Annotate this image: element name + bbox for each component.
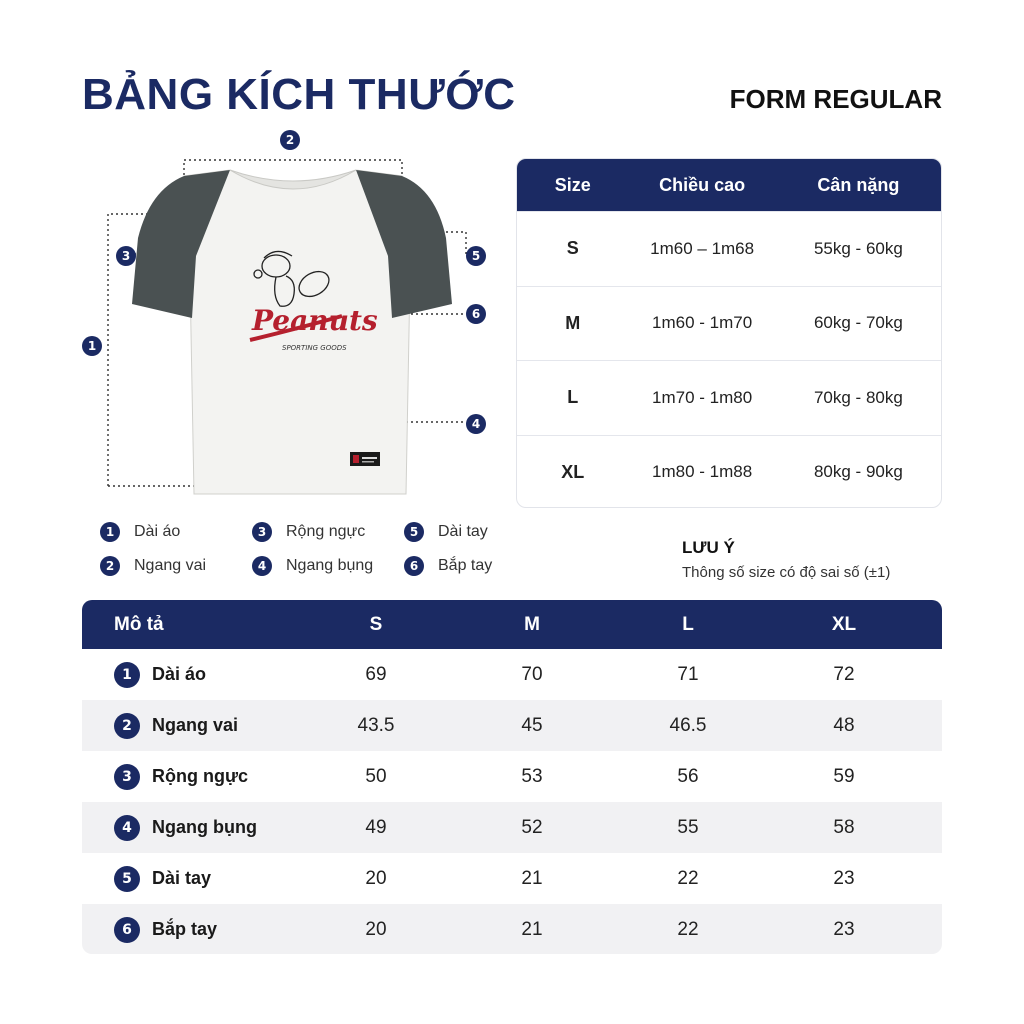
value-cell: 72 bbox=[833, 663, 855, 685]
height-cell: 1m60 – 1m68 bbox=[650, 238, 755, 258]
value-cell: 69 bbox=[365, 663, 387, 685]
number-1-icon: 1 bbox=[100, 522, 120, 542]
value-cell: 22 bbox=[677, 918, 699, 940]
value-cell: 23 bbox=[833, 918, 855, 940]
form-label: FORM REGULAR bbox=[729, 84, 942, 114]
tshirt-diagram bbox=[80, 128, 500, 508]
legend-label: Bắp tay bbox=[438, 557, 493, 574]
marker-6-icon: 6 bbox=[466, 304, 486, 324]
legend-item bbox=[100, 556, 206, 576]
row-label: Ngang bụng bbox=[152, 817, 257, 837]
weight-cell: 60kg - 70kg bbox=[813, 313, 903, 333]
legend-label: Ngang vai bbox=[134, 557, 207, 574]
size-cell: S bbox=[566, 238, 579, 259]
value-cell: 22 bbox=[677, 867, 699, 889]
legend-item bbox=[252, 556, 373, 576]
number-3-icon: 3 bbox=[252, 522, 272, 542]
note-text: Thông số size có độ sai số (±1) bbox=[682, 564, 891, 581]
peanuts-logo-text: Peanuts bbox=[252, 304, 378, 337]
note-box bbox=[682, 538, 890, 581]
table-row bbox=[82, 802, 942, 853]
value-cell: 59 bbox=[833, 765, 855, 787]
legend-label: Ngang bụng bbox=[286, 557, 374, 574]
size-cell: M bbox=[565, 312, 581, 333]
row-label: Ngang vai bbox=[152, 715, 239, 735]
value-cell: 56 bbox=[677, 765, 699, 787]
marker-4-icon: 4 bbox=[466, 414, 486, 434]
row-label: Dài tay bbox=[152, 868, 212, 888]
value-cell: 20 bbox=[365, 867, 387, 889]
value-cell: 52 bbox=[521, 816, 543, 838]
marker-5-icon: 5 bbox=[466, 246, 486, 266]
legend-label: Dài tay bbox=[438, 523, 488, 540]
weight-cell: 80kg - 90kg bbox=[813, 462, 903, 482]
weight-cell: 70kg - 80kg bbox=[813, 387, 903, 407]
header-height: Chiều cao bbox=[659, 174, 746, 195]
number-5-icon: 5 bbox=[404, 522, 424, 542]
measurement-table bbox=[82, 600, 942, 954]
value-cell: 21 bbox=[521, 918, 543, 940]
value-cell: 71 bbox=[677, 663, 699, 685]
header-size-l: L bbox=[682, 613, 694, 635]
value-cell: 55 bbox=[677, 816, 699, 838]
weight-cell: 55kg - 60kg bbox=[813, 238, 903, 258]
table-row bbox=[82, 853, 942, 904]
marker-1-icon: 1 bbox=[82, 336, 102, 356]
header-size-m: M bbox=[524, 613, 540, 635]
number-6-icon: 6 bbox=[114, 917, 140, 943]
size-table-header bbox=[517, 159, 941, 211]
height-cell: 1m70 - 1m80 bbox=[652, 387, 753, 407]
number-4-icon: 4 bbox=[114, 815, 140, 841]
number-1-icon: 1 bbox=[114, 662, 140, 688]
value-cell: 70 bbox=[521, 663, 543, 685]
number-6-icon: 6 bbox=[404, 556, 424, 576]
row-label: Dài áo bbox=[152, 664, 207, 684]
row-label: Rộng ngực bbox=[152, 766, 249, 786]
value-cell: 46.5 bbox=[669, 714, 707, 736]
size-cell: L bbox=[567, 387, 579, 408]
height-cell: 1m80 - 1m88 bbox=[652, 462, 753, 482]
measurement-table-header bbox=[82, 600, 942, 649]
number-2-icon: 2 bbox=[114, 713, 140, 739]
marker-2-icon: 2 bbox=[280, 130, 300, 150]
size-cell: XL bbox=[561, 461, 585, 482]
page-title: BẢNG KÍCH THƯỚC bbox=[82, 70, 516, 119]
number-4-icon: 4 bbox=[252, 556, 272, 576]
measurement-legend bbox=[100, 522, 520, 582]
legend-label: Rộng ngực bbox=[286, 523, 366, 540]
value-cell: 49 bbox=[365, 816, 387, 838]
size-row bbox=[517, 211, 941, 286]
value-cell: 23 bbox=[833, 867, 855, 889]
value-cell: 48 bbox=[833, 714, 855, 736]
legend-item bbox=[404, 556, 492, 576]
value-cell: 21 bbox=[521, 867, 543, 889]
table-row bbox=[82, 904, 942, 954]
shirt-illustration bbox=[80, 128, 500, 508]
legend-label: Dài áo bbox=[134, 523, 181, 540]
value-cell: 45 bbox=[521, 714, 543, 736]
row-label: Bắp tay bbox=[152, 919, 218, 939]
size-row bbox=[517, 360, 941, 435]
legend-item bbox=[404, 522, 488, 542]
value-cell: 50 bbox=[365, 765, 387, 787]
value-cell: 43.5 bbox=[357, 714, 395, 736]
size-row bbox=[517, 435, 941, 509]
header-size-s: S bbox=[369, 613, 383, 635]
header-size-xl: XL bbox=[831, 613, 857, 635]
table-row bbox=[82, 649, 942, 700]
number-2-icon: 2 bbox=[100, 556, 120, 576]
note-title: LƯU Ý bbox=[682, 538, 735, 557]
number-3-icon: 3 bbox=[114, 764, 140, 790]
marker-3-icon: 3 bbox=[116, 246, 136, 266]
value-cell: 20 bbox=[365, 918, 387, 940]
size-row bbox=[517, 286, 941, 361]
height-cell: 1m60 - 1m70 bbox=[652, 313, 753, 333]
value-cell: 58 bbox=[833, 816, 855, 838]
number-5-icon: 5 bbox=[114, 866, 140, 892]
header-size: Size bbox=[554, 174, 591, 195]
legend-item bbox=[100, 522, 180, 542]
header-description: Mô tả bbox=[114, 613, 164, 635]
size-chart-table bbox=[516, 158, 942, 508]
header-weight: Cân nặng bbox=[817, 174, 900, 195]
table-row bbox=[82, 700, 942, 751]
value-cell: 53 bbox=[521, 765, 543, 787]
sporting-goods-text: SPORTING GOODS bbox=[282, 344, 347, 352]
table-row bbox=[82, 751, 942, 802]
legend-item bbox=[252, 522, 365, 542]
